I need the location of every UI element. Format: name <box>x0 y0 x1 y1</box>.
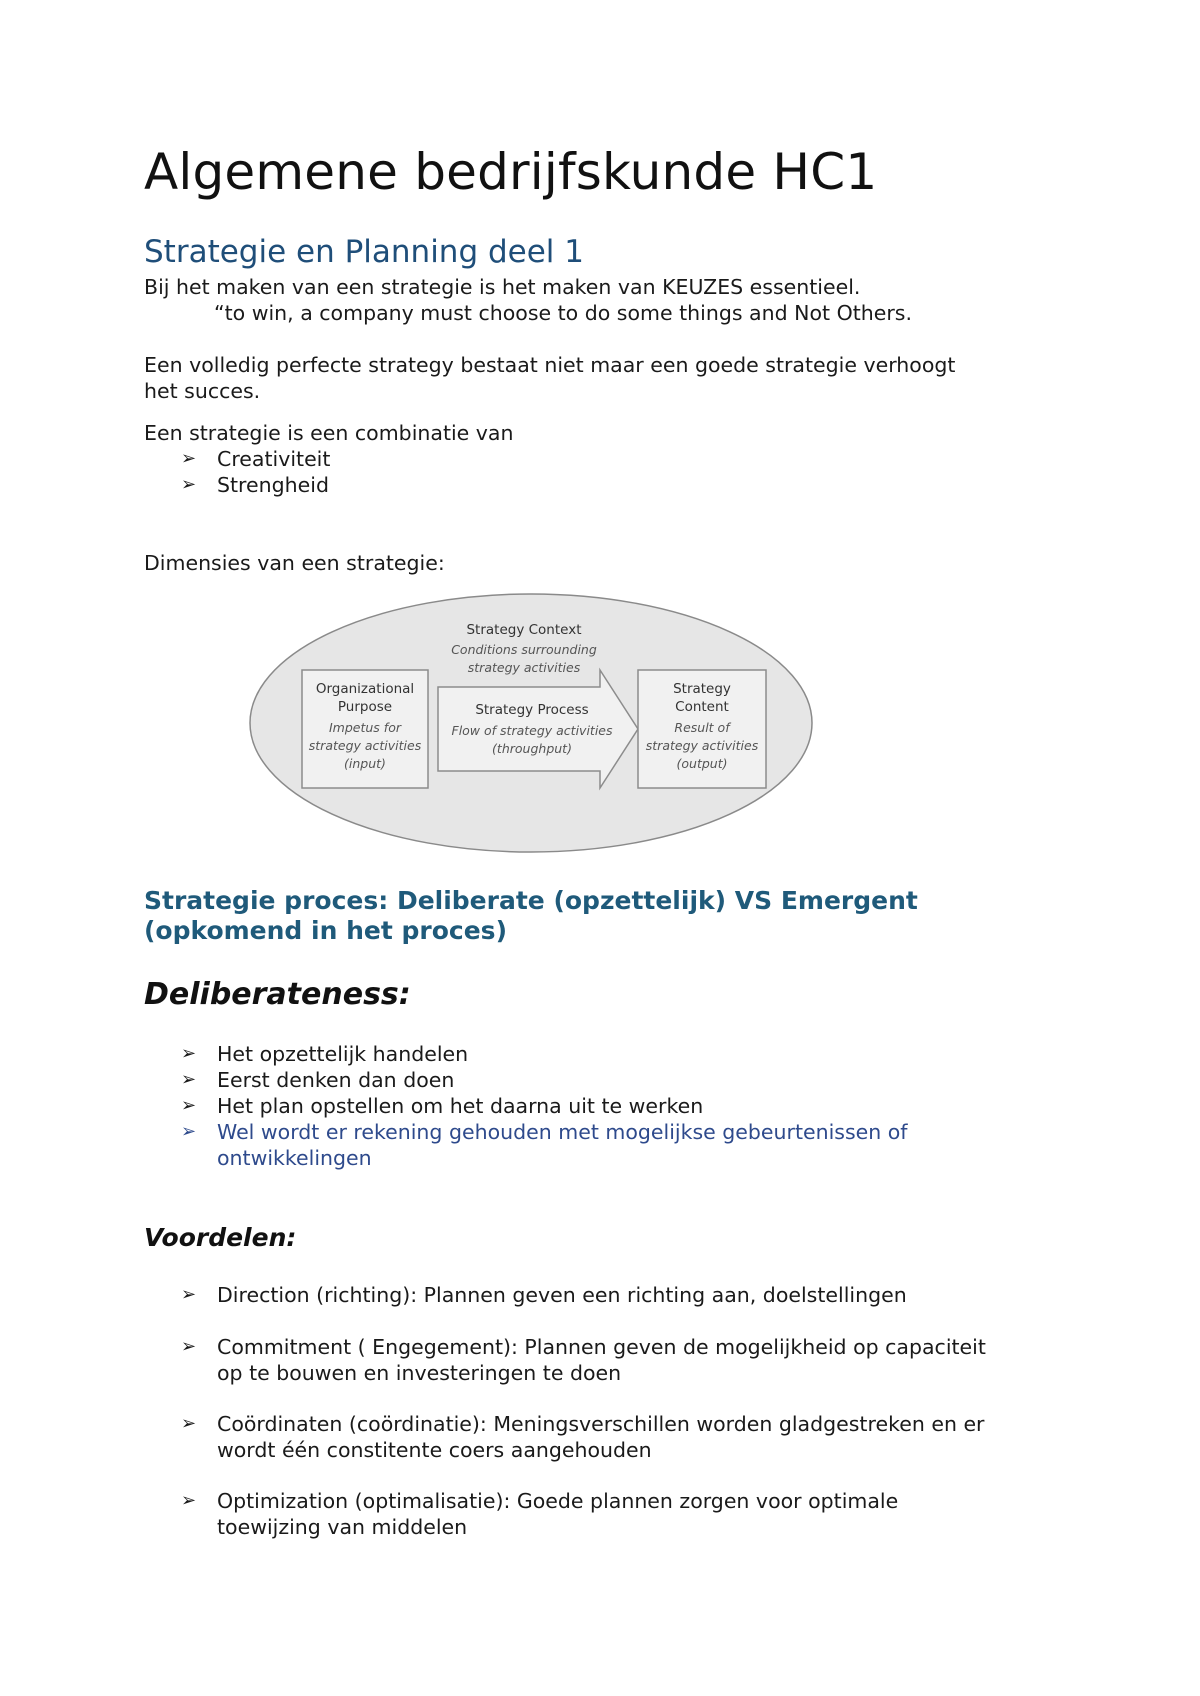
quote-line: “to win, a company must choose to do some things and Not Others. <box>214 301 912 325</box>
list-item-text: Strengheid <box>217 473 329 497</box>
list-item-text-line-1: Optimization (optimalisatie): Goede plannen zorgen voor optimale <box>217 1489 899 1513</box>
list-item <box>144 1093 1064 1119</box>
right-sub-1: Result of <box>674 720 730 735</box>
list-item-text-line-2: wordt één constitente coers aangehouden <box>217 1438 652 1462</box>
list-item <box>144 472 514 498</box>
right-title-2: Content <box>675 699 729 715</box>
right-sub-3: (output) <box>676 756 728 771</box>
arrow-bullet-icon: ➢ <box>181 1284 197 1305</box>
deliberateness-heading: Deliberateness: <box>144 977 411 1012</box>
arrow-bullet-icon: ➢ <box>181 1043 197 1064</box>
arrow-bullet-icon: ➢ <box>181 1336 197 1357</box>
voordelen-list <box>144 1411 1064 1463</box>
arrow-bullet-icon: ➢ <box>181 1121 197 1142</box>
list-item <box>144 1041 1064 1067</box>
dimensions-label: Dimensies van een strategie: <box>144 551 445 575</box>
context-sub-2: strategy activities <box>467 660 581 675</box>
intro-block <box>144 274 912 326</box>
voordelen-list <box>144 1488 1064 1540</box>
right-title-1: Strategy <box>673 681 731 697</box>
voordelen-heading: Voordelen: <box>144 1223 297 1252</box>
list-item-text: Creativiteit <box>217 447 331 471</box>
combination-list <box>144 446 514 498</box>
list-item-text-line-1: Wel wordt er rekening gehouden met mogelijkse gebeurtenissen of <box>217 1120 908 1144</box>
list-item-text-line-2: op te bouwen en investeringen te doen <box>217 1361 622 1385</box>
arrow-bullet-icon: ➢ <box>181 1095 197 1116</box>
mid-title: Strategy Process <box>475 702 589 718</box>
left-title-2: Purpose <box>337 699 393 715</box>
context-sub-1: Conditions surrounding <box>451 642 597 657</box>
list-item-text: Het opzettelijk handelen <box>217 1042 469 1066</box>
list-item <box>144 1282 1064 1308</box>
list-item-text: Het plan opstellen om het daarna uit te werken <box>217 1094 704 1118</box>
left-sub-3: (input) <box>344 756 386 771</box>
list-item-highlight <box>144 1119 1064 1171</box>
combination-intro: Een strategie is een combinatie van <box>144 421 514 445</box>
intro-line: Bij het maken van een strategie is het maken van KEUZES essentieel. <box>144 275 861 299</box>
left-sub-2: strategy activities <box>308 738 422 753</box>
list-item <box>144 1488 1064 1540</box>
context-title: Strategy Context <box>466 622 582 638</box>
list-item <box>144 1067 1064 1093</box>
arrow-bullet-icon: ➢ <box>181 1413 197 1434</box>
arrow-bullet-icon: ➢ <box>181 448 197 469</box>
arrow-bullet-icon: ➢ <box>181 1069 197 1090</box>
deliberateness-list <box>144 1041 1064 1171</box>
list-item-text: Eerst denken dan doen <box>217 1068 455 1092</box>
list-item <box>144 1334 1064 1386</box>
list-item-text-line-2: ontwikkelingen <box>217 1146 372 1170</box>
mid-sub-1: Flow of strategy activities <box>451 723 613 738</box>
right-sub-2: strategy activities <box>645 738 759 753</box>
list-item-text-line-1: Coördinaten (coördinatie): Meningsverschillen worden gladgestreken en er <box>217 1412 985 1436</box>
arrow-bullet-icon: ➢ <box>181 474 197 495</box>
arrow-bullet-icon: ➢ <box>181 1490 197 1511</box>
process-heading: Strategie proces: Deliberate (opzettelijk) VS Emergent (opkomend in het proces) <box>144 886 918 945</box>
list-item-text-line-2: toewijzing van middelen <box>217 1515 468 1539</box>
left-sub-1: Impetus for <box>329 720 401 735</box>
list-item-text-line-1: Commitment ( Engegement): Plannen geven de mogelijkheid op capaciteit <box>217 1335 986 1359</box>
paragraph <box>144 352 955 404</box>
paragraph-line-1: Een volledig perfecte strategy bestaat niet maar een goede strategie verhoogt <box>144 353 956 377</box>
list-item <box>144 446 514 472</box>
voordelen-list <box>144 1334 1064 1386</box>
mid-sub-2: (throughput) <box>492 741 572 756</box>
section-heading: Strategie en Planning deel 1 <box>144 234 584 270</box>
list-item <box>144 1411 1064 1463</box>
document-title: Algemene bedrijfskunde HC1 <box>144 143 878 201</box>
strategy-dimensions-diagram <box>248 592 814 854</box>
paragraph-line-2: het succes. <box>144 379 261 403</box>
list-item-text-line-1: Direction (richting): Plannen geven een richting aan, doelstellingen <box>217 1283 907 1307</box>
left-title-1: Organizational <box>315 681 415 697</box>
voordelen-list <box>144 1282 1064 1308</box>
combination-block <box>144 420 514 498</box>
